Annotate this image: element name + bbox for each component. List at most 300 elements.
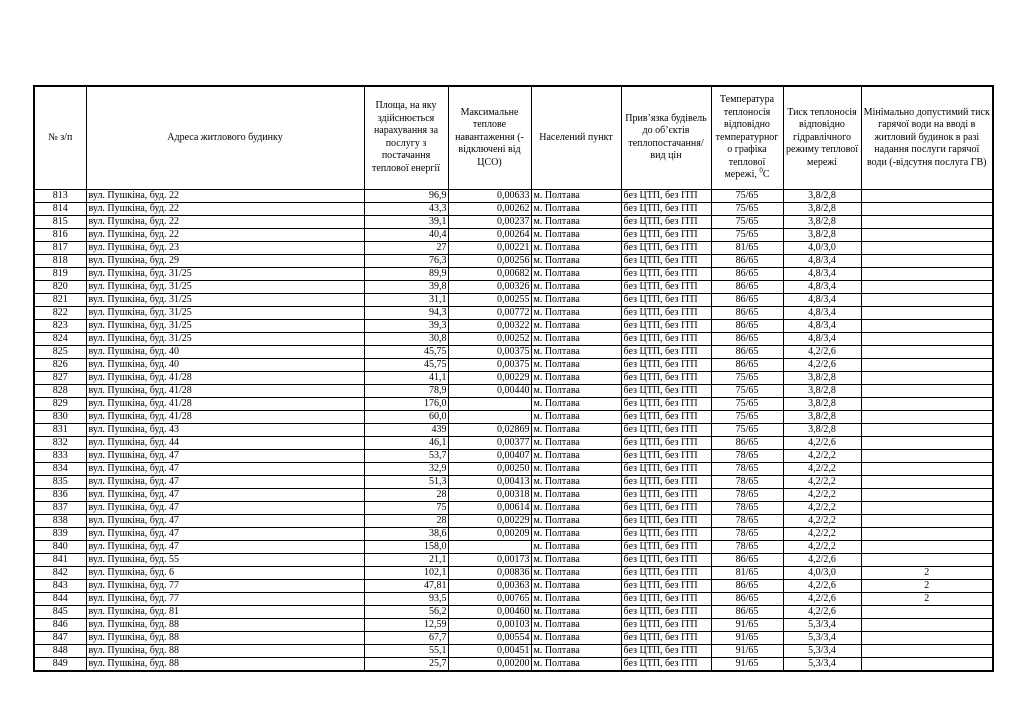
cell-address: вул. Пушкіна, буд. 41/28 bbox=[86, 410, 364, 423]
cell-pressure: 5,3/3,4 bbox=[783, 618, 861, 631]
cell-address: вул. Пушкіна, буд. 77 bbox=[86, 592, 364, 605]
cell-min-pressure bbox=[861, 631, 993, 644]
cell-num: 842 bbox=[34, 566, 86, 579]
table-row bbox=[34, 410, 993, 423]
cell-max-load: 0,00375 bbox=[448, 345, 531, 358]
header-temperature-text: Температура теплоносія відповідно температурного графіка теплової мережі, bbox=[715, 94, 779, 180]
cell-min-pressure bbox=[861, 514, 993, 527]
cell-area: 41,1 bbox=[364, 371, 448, 384]
cell-min-pressure: 2 bbox=[861, 579, 993, 592]
cell-min-pressure bbox=[861, 319, 993, 332]
cell-num: 820 bbox=[34, 280, 86, 293]
cell-address: вул. Пушкіна, буд. 41/28 bbox=[86, 384, 364, 397]
cell-max-load: 0,00103 bbox=[448, 618, 531, 631]
cell-address: вул. Пушкіна, буд. 22 bbox=[86, 202, 364, 215]
cell-min-pressure bbox=[861, 384, 993, 397]
cell-area: 39,1 bbox=[364, 215, 448, 228]
cell-settlement: м. Полтава bbox=[531, 267, 621, 280]
cell-min-pressure bbox=[861, 540, 993, 553]
cell-pressure: 3,8/2,8 bbox=[783, 371, 861, 384]
cell-max-load: 0,00633 bbox=[448, 189, 531, 202]
cell-area: 28 bbox=[364, 488, 448, 501]
cell-area: 12,59 bbox=[364, 618, 448, 631]
table-row bbox=[34, 384, 993, 397]
cell-num: 839 bbox=[34, 527, 86, 540]
cell-area: 46,1 bbox=[364, 436, 448, 449]
cell-min-pressure bbox=[861, 423, 993, 436]
table-row bbox=[34, 566, 993, 579]
cell-temperature: 75/65 bbox=[711, 384, 783, 397]
cell-max-load: 0,00221 bbox=[448, 241, 531, 254]
cell-num: 821 bbox=[34, 293, 86, 306]
cell-num: 846 bbox=[34, 618, 86, 631]
cell-pressure: 3,8/2,8 bbox=[783, 215, 861, 228]
cell-address: вул. Пушкіна, буд. 55 bbox=[86, 553, 364, 566]
header-temperature bbox=[711, 86, 783, 189]
cell-binding: без ЦТП, без ІТП bbox=[621, 488, 711, 501]
cell-address: вул. Пушкіна, буд. 41/28 bbox=[86, 397, 364, 410]
table-row bbox=[34, 306, 993, 319]
header-temperature-unit: С bbox=[762, 169, 770, 180]
cell-num: 823 bbox=[34, 319, 86, 332]
header-row bbox=[34, 86, 993, 189]
cell-pressure: 3,8/2,8 bbox=[783, 397, 861, 410]
cell-temperature: 75/65 bbox=[711, 202, 783, 215]
cell-settlement: м. Полтава bbox=[531, 436, 621, 449]
cell-area: 102,1 bbox=[364, 566, 448, 579]
cell-pressure: 4,8/3,4 bbox=[783, 319, 861, 332]
cell-settlement: м. Полтава bbox=[531, 371, 621, 384]
cell-pressure: 3,8/2,8 bbox=[783, 202, 861, 215]
cell-area: 55,1 bbox=[364, 644, 448, 657]
cell-max-load: 0,00377 bbox=[448, 436, 531, 449]
cell-temperature: 91/65 bbox=[711, 631, 783, 644]
table-row bbox=[34, 579, 993, 592]
cell-binding: без ЦТП, без ІТП bbox=[621, 345, 711, 358]
cell-pressure: 4,2/2,6 bbox=[783, 592, 861, 605]
cell-temperature: 86/65 bbox=[711, 319, 783, 332]
cell-area: 53,7 bbox=[364, 449, 448, 462]
cell-temperature: 78/65 bbox=[711, 462, 783, 475]
cell-max-load: 0,00256 bbox=[448, 254, 531, 267]
table-row bbox=[34, 371, 993, 384]
cell-settlement: м. Полтава bbox=[531, 631, 621, 644]
cell-address: вул. Пушкіна, буд. 47 bbox=[86, 501, 364, 514]
cell-area: 439 bbox=[364, 423, 448, 436]
cell-min-pressure bbox=[861, 397, 993, 410]
cell-num: 827 bbox=[34, 371, 86, 384]
cell-num: 845 bbox=[34, 605, 86, 618]
cell-binding: без ЦТП, без ІТП bbox=[621, 449, 711, 462]
cell-pressure: 5,3/3,4 bbox=[783, 631, 861, 644]
cell-temperature: 86/65 bbox=[711, 306, 783, 319]
cell-binding: без ЦТП, без ІТП bbox=[621, 657, 711, 671]
cell-pressure: 5,3/3,4 bbox=[783, 657, 861, 671]
table-row bbox=[34, 631, 993, 644]
cell-max-load: 0,00765 bbox=[448, 592, 531, 605]
cell-binding: без ЦТП, без ІТП bbox=[621, 397, 711, 410]
cell-area: 93,5 bbox=[364, 592, 448, 605]
cell-area: 67,7 bbox=[364, 631, 448, 644]
cell-min-pressure bbox=[861, 371, 993, 384]
heating-service-table bbox=[33, 85, 994, 672]
cell-num: 832 bbox=[34, 436, 86, 449]
cell-min-pressure bbox=[861, 475, 993, 488]
cell-area: 30,8 bbox=[364, 332, 448, 345]
cell-num: 813 bbox=[34, 189, 86, 202]
cell-area: 39,3 bbox=[364, 319, 448, 332]
cell-temperature: 78/65 bbox=[711, 488, 783, 501]
cell-binding: без ЦТП, без ІТП bbox=[621, 462, 711, 475]
cell-binding: без ЦТП, без ІТП bbox=[621, 475, 711, 488]
table-row bbox=[34, 319, 993, 332]
cell-max-load: 0,00772 bbox=[448, 306, 531, 319]
cell-area: 45,75 bbox=[364, 358, 448, 371]
cell-address: вул. Пушкіна, буд. 22 bbox=[86, 189, 364, 202]
cell-settlement: м. Полтава bbox=[531, 644, 621, 657]
cell-settlement: м. Полтава bbox=[531, 501, 621, 514]
cell-settlement: м. Полтава bbox=[531, 345, 621, 358]
table-row bbox=[34, 189, 993, 202]
cell-binding: без ЦТП, без ІТП bbox=[621, 215, 711, 228]
cell-settlement: м. Полтава bbox=[531, 618, 621, 631]
cell-address: вул. Пушкіна, буд. 22 bbox=[86, 215, 364, 228]
cell-min-pressure bbox=[861, 449, 993, 462]
cell-settlement: м. Полтава bbox=[531, 566, 621, 579]
cell-settlement: м. Полтава bbox=[531, 449, 621, 462]
cell-pressure: 4,2/2,2 bbox=[783, 540, 861, 553]
cell-pressure: 3,8/2,8 bbox=[783, 423, 861, 436]
cell-area: 45,75 bbox=[364, 345, 448, 358]
cell-pressure: 4,8/3,4 bbox=[783, 306, 861, 319]
cell-address: вул. Пушкіна, буд. 31/25 bbox=[86, 267, 364, 280]
cell-area: 38,6 bbox=[364, 527, 448, 540]
table-row bbox=[34, 605, 993, 618]
cell-binding: без ЦТП, без ІТП bbox=[621, 514, 711, 527]
cell-min-pressure bbox=[861, 436, 993, 449]
cell-binding: без ЦТП, без ІТП bbox=[621, 605, 711, 618]
header-settlement: Населений пункт bbox=[531, 86, 621, 189]
degree-superscript: 0 bbox=[759, 166, 763, 175]
cell-binding: без ЦТП, без ІТП bbox=[621, 371, 711, 384]
table-row bbox=[34, 241, 993, 254]
cell-area: 51,3 bbox=[364, 475, 448, 488]
cell-address: вул. Пушкіна, буд. 6 bbox=[86, 566, 364, 579]
cell-area: 96,9 bbox=[364, 189, 448, 202]
cell-min-pressure bbox=[861, 241, 993, 254]
cell-binding: без ЦТП, без ІТП bbox=[621, 631, 711, 644]
cell-num: 841 bbox=[34, 553, 86, 566]
cell-temperature: 86/65 bbox=[711, 293, 783, 306]
cell-pressure: 4,8/3,4 bbox=[783, 280, 861, 293]
cell-min-pressure bbox=[861, 358, 993, 371]
table-row bbox=[34, 215, 993, 228]
cell-settlement: м. Полтава bbox=[531, 475, 621, 488]
table-row bbox=[34, 540, 993, 553]
cell-num: 829 bbox=[34, 397, 86, 410]
cell-pressure: 4,2/2,2 bbox=[783, 514, 861, 527]
cell-area: 25,7 bbox=[364, 657, 448, 671]
cell-pressure: 4,2/2,2 bbox=[783, 449, 861, 462]
cell-address: вул. Пушкіна, буд. 31/25 bbox=[86, 332, 364, 345]
cell-settlement: м. Полтава bbox=[531, 280, 621, 293]
cell-area: 94,3 bbox=[364, 306, 448, 319]
cell-area: 78,9 bbox=[364, 384, 448, 397]
cell-min-pressure bbox=[861, 605, 993, 618]
cell-pressure: 4,2/2,6 bbox=[783, 553, 861, 566]
cell-max-load: 0,00460 bbox=[448, 605, 531, 618]
cell-settlement: м. Полтава bbox=[531, 332, 621, 345]
cell-num: 818 bbox=[34, 254, 86, 267]
cell-temperature: 86/65 bbox=[711, 553, 783, 566]
cell-max-load: 0,02869 bbox=[448, 423, 531, 436]
header-min-pressure: Мінімально допустимий тиск гарячої води на вводі в житловий будинок в разі надання послуги гарячої води (-відсутня послуга ГВ) bbox=[861, 86, 993, 189]
cell-binding: без ЦТП, без ІТП bbox=[621, 280, 711, 293]
cell-address: вул. Пушкіна, буд. 31/25 bbox=[86, 319, 364, 332]
cell-num: 826 bbox=[34, 358, 86, 371]
cell-area: 60,0 bbox=[364, 410, 448, 423]
cell-max-load: 0,00209 bbox=[448, 527, 531, 540]
cell-max-load: 0,00614 bbox=[448, 501, 531, 514]
cell-binding: без ЦТП, без ІТП bbox=[621, 293, 711, 306]
cell-min-pressure bbox=[861, 267, 993, 280]
cell-binding: без ЦТП, без ІТП bbox=[621, 241, 711, 254]
table-row bbox=[34, 449, 993, 462]
header-area: Площа, на яку здійснюється нарахування за послугу з постачання теплової енергії bbox=[364, 86, 448, 189]
cell-area: 28 bbox=[364, 514, 448, 527]
cell-pressure: 4,2/2,6 bbox=[783, 358, 861, 371]
cell-temperature: 91/65 bbox=[711, 618, 783, 631]
cell-min-pressure bbox=[861, 202, 993, 215]
table-row bbox=[34, 514, 993, 527]
cell-binding: без ЦТП, без ІТП bbox=[621, 644, 711, 657]
cell-temperature: 78/65 bbox=[711, 540, 783, 553]
cell-max-load: 0,00363 bbox=[448, 579, 531, 592]
cell-max-load: 0,00375 bbox=[448, 358, 531, 371]
cell-max-load: 0,00440 bbox=[448, 384, 531, 397]
table-row bbox=[34, 345, 993, 358]
table-row bbox=[34, 332, 993, 345]
cell-temperature: 86/65 bbox=[711, 358, 783, 371]
cell-num: 833 bbox=[34, 449, 86, 462]
cell-pressure: 3,8/2,8 bbox=[783, 228, 861, 241]
cell-address: вул. Пушкіна, буд. 88 bbox=[86, 631, 364, 644]
cell-num: 817 bbox=[34, 241, 86, 254]
cell-binding: без ЦТП, без ІТП bbox=[621, 553, 711, 566]
cell-min-pressure bbox=[861, 215, 993, 228]
cell-settlement: м. Полтава bbox=[531, 241, 621, 254]
cell-address: вул. Пушкіна, буд. 47 bbox=[86, 527, 364, 540]
cell-min-pressure bbox=[861, 410, 993, 423]
cell-max-load: 0,00407 bbox=[448, 449, 531, 462]
cell-settlement: м. Полтава bbox=[531, 553, 621, 566]
cell-settlement: м. Полтава bbox=[531, 306, 621, 319]
cell-min-pressure bbox=[861, 345, 993, 358]
cell-settlement: м. Полтава bbox=[531, 423, 621, 436]
cell-settlement: м. Полтава bbox=[531, 657, 621, 671]
cell-temperature: 75/65 bbox=[711, 215, 783, 228]
cell-settlement: м. Полтава bbox=[531, 514, 621, 527]
cell-binding: без ЦТП, без ІТП bbox=[621, 267, 711, 280]
cell-address: вул. Пушкіна, буд. 29 bbox=[86, 254, 364, 267]
cell-pressure: 4,2/2,2 bbox=[783, 488, 861, 501]
cell-num: 819 bbox=[34, 267, 86, 280]
table-row bbox=[34, 553, 993, 566]
cell-num: 837 bbox=[34, 501, 86, 514]
cell-binding: без ЦТП, без ІТП bbox=[621, 540, 711, 553]
cell-area: 40,4 bbox=[364, 228, 448, 241]
cell-temperature: 78/65 bbox=[711, 501, 783, 514]
cell-binding: без ЦТП, без ІТП bbox=[621, 592, 711, 605]
cell-num: 843 bbox=[34, 579, 86, 592]
cell-address: вул. Пушкіна, буд. 44 bbox=[86, 436, 364, 449]
cell-area: 47,81 bbox=[364, 579, 448, 592]
cell-num: 848 bbox=[34, 644, 86, 657]
cell-binding: без ЦТП, без ІТП bbox=[621, 202, 711, 215]
cell-settlement: м. Полтава bbox=[531, 397, 621, 410]
cell-pressure: 4,8/3,4 bbox=[783, 254, 861, 267]
cell-temperature: 86/65 bbox=[711, 592, 783, 605]
cell-num: 838 bbox=[34, 514, 86, 527]
cell-temperature: 86/65 bbox=[711, 332, 783, 345]
cell-area: 43,3 bbox=[364, 202, 448, 215]
cell-settlement: м. Полтава bbox=[531, 189, 621, 202]
cell-area: 56,2 bbox=[364, 605, 448, 618]
cell-min-pressure bbox=[861, 527, 993, 540]
cell-address: вул. Пушкіна, буд. 31/25 bbox=[86, 293, 364, 306]
cell-max-load: 0,00318 bbox=[448, 488, 531, 501]
cell-temperature: 86/65 bbox=[711, 605, 783, 618]
cell-settlement: м. Полтава bbox=[531, 215, 621, 228]
cell-pressure: 4,2/2,6 bbox=[783, 605, 861, 618]
cell-num: 835 bbox=[34, 475, 86, 488]
cell-address: вул. Пушкіна, буд. 47 bbox=[86, 540, 364, 553]
cell-pressure: 4,2/2,6 bbox=[783, 436, 861, 449]
cell-temperature: 75/65 bbox=[711, 410, 783, 423]
cell-pressure: 4,0/3,0 bbox=[783, 566, 861, 579]
cell-address: вул. Пушкіна, буд. 41/28 bbox=[86, 371, 364, 384]
table-row bbox=[34, 267, 993, 280]
cell-min-pressure bbox=[861, 280, 993, 293]
cell-temperature: 81/65 bbox=[711, 241, 783, 254]
cell-max-load: 0,00451 bbox=[448, 644, 531, 657]
cell-max-load: 0,00262 bbox=[448, 202, 531, 215]
cell-pressure: 4,8/3,4 bbox=[783, 332, 861, 345]
cell-settlement: м. Полтава bbox=[531, 579, 621, 592]
cell-address: вул. Пушкіна, буд. 88 bbox=[86, 618, 364, 631]
cell-num: 825 bbox=[34, 345, 86, 358]
cell-temperature: 75/65 bbox=[711, 397, 783, 410]
cell-settlement: м. Полтава bbox=[531, 410, 621, 423]
cell-min-pressure bbox=[861, 332, 993, 345]
cell-temperature: 81/65 bbox=[711, 566, 783, 579]
cell-settlement: м. Полтава bbox=[531, 527, 621, 540]
cell-temperature: 86/65 bbox=[711, 280, 783, 293]
cell-area: 32,9 bbox=[364, 462, 448, 475]
cell-min-pressure bbox=[861, 488, 993, 501]
cell-min-pressure bbox=[861, 228, 993, 241]
cell-binding: без ЦТП, без ІТП bbox=[621, 319, 711, 332]
table-row bbox=[34, 202, 993, 215]
cell-settlement: м. Полтава bbox=[531, 293, 621, 306]
cell-max-load: 0,00252 bbox=[448, 332, 531, 345]
cell-binding: без ЦТП, без ІТП bbox=[621, 501, 711, 514]
cell-pressure: 4,2/2,2 bbox=[783, 527, 861, 540]
cell-min-pressure bbox=[861, 501, 993, 514]
cell-settlement: м. Полтава bbox=[531, 605, 621, 618]
table-header bbox=[34, 86, 993, 189]
cell-address: вул. Пушкіна, буд. 31/25 bbox=[86, 280, 364, 293]
cell-max-load: 0,00200 bbox=[448, 657, 531, 671]
cell-address: вул. Пушкіна, буд. 43 bbox=[86, 423, 364, 436]
cell-max-load: 0,00237 bbox=[448, 215, 531, 228]
table-row bbox=[34, 475, 993, 488]
cell-binding: без ЦТП, без ІТП bbox=[621, 332, 711, 345]
cell-area: 39,8 bbox=[364, 280, 448, 293]
cell-pressure: 4,8/3,4 bbox=[783, 267, 861, 280]
cell-num: 831 bbox=[34, 423, 86, 436]
cell-temperature: 78/65 bbox=[711, 449, 783, 462]
cell-binding: без ЦТП, без ІТП bbox=[621, 254, 711, 267]
cell-binding: без ЦТП, без ІТП bbox=[621, 423, 711, 436]
cell-address: вул. Пушкіна, буд. 47 bbox=[86, 462, 364, 475]
header-pressure: Тиск теплоносія відповідно гідравлічного режиму теплової мережі bbox=[783, 86, 861, 189]
cell-binding: без ЦТП, без ІТП bbox=[621, 566, 711, 579]
cell-address: вул. Пушкіна, буд. 47 bbox=[86, 488, 364, 501]
cell-min-pressure bbox=[861, 644, 993, 657]
cell-temperature: 86/65 bbox=[711, 579, 783, 592]
table-row bbox=[34, 358, 993, 371]
cell-num: 824 bbox=[34, 332, 86, 345]
cell-settlement: м. Полтава bbox=[531, 254, 621, 267]
cell-temperature: 78/65 bbox=[711, 527, 783, 540]
cell-num: 814 bbox=[34, 202, 86, 215]
cell-max-load: 0,00326 bbox=[448, 280, 531, 293]
cell-temperature: 78/65 bbox=[711, 514, 783, 527]
cell-area: 176,0 bbox=[364, 397, 448, 410]
cell-address: вул. Пушкіна, буд. 88 bbox=[86, 657, 364, 671]
table-row bbox=[34, 436, 993, 449]
cell-binding: без ЦТП, без ІТП bbox=[621, 228, 711, 241]
cell-address: вул. Пушкіна, буд. 23 bbox=[86, 241, 364, 254]
table-body bbox=[34, 189, 993, 671]
cell-address: вул. Пушкіна, буд. 81 bbox=[86, 605, 364, 618]
cell-pressure: 4,2/2,6 bbox=[783, 579, 861, 592]
cell-settlement: м. Полтава bbox=[531, 319, 621, 332]
cell-temperature: 86/65 bbox=[711, 436, 783, 449]
cell-max-load: 0,00413 bbox=[448, 475, 531, 488]
cell-address: вул. Пушкіна, буд. 40 bbox=[86, 358, 364, 371]
cell-binding: без ЦТП, без ІТП bbox=[621, 384, 711, 397]
cell-settlement: м. Полтава bbox=[531, 358, 621, 371]
cell-temperature: 75/65 bbox=[711, 423, 783, 436]
cell-max-load bbox=[448, 410, 531, 423]
cell-area: 21,1 bbox=[364, 553, 448, 566]
cell-binding: без ЦТП, без ІТП bbox=[621, 579, 711, 592]
table-row bbox=[34, 657, 993, 671]
cell-num: 816 bbox=[34, 228, 86, 241]
cell-address: вул. Пушкіна, буд. 22 bbox=[86, 228, 364, 241]
cell-temperature: 75/65 bbox=[711, 189, 783, 202]
table-row bbox=[34, 501, 993, 514]
cell-settlement: м. Полтава bbox=[531, 384, 621, 397]
cell-max-load: 0,00264 bbox=[448, 228, 531, 241]
cell-pressure: 3,8/2,8 bbox=[783, 189, 861, 202]
cell-min-pressure bbox=[861, 553, 993, 566]
cell-max-load: 0,00229 bbox=[448, 371, 531, 384]
cell-address: вул. Пушкіна, буд. 31/25 bbox=[86, 306, 364, 319]
cell-min-pressure bbox=[861, 306, 993, 319]
